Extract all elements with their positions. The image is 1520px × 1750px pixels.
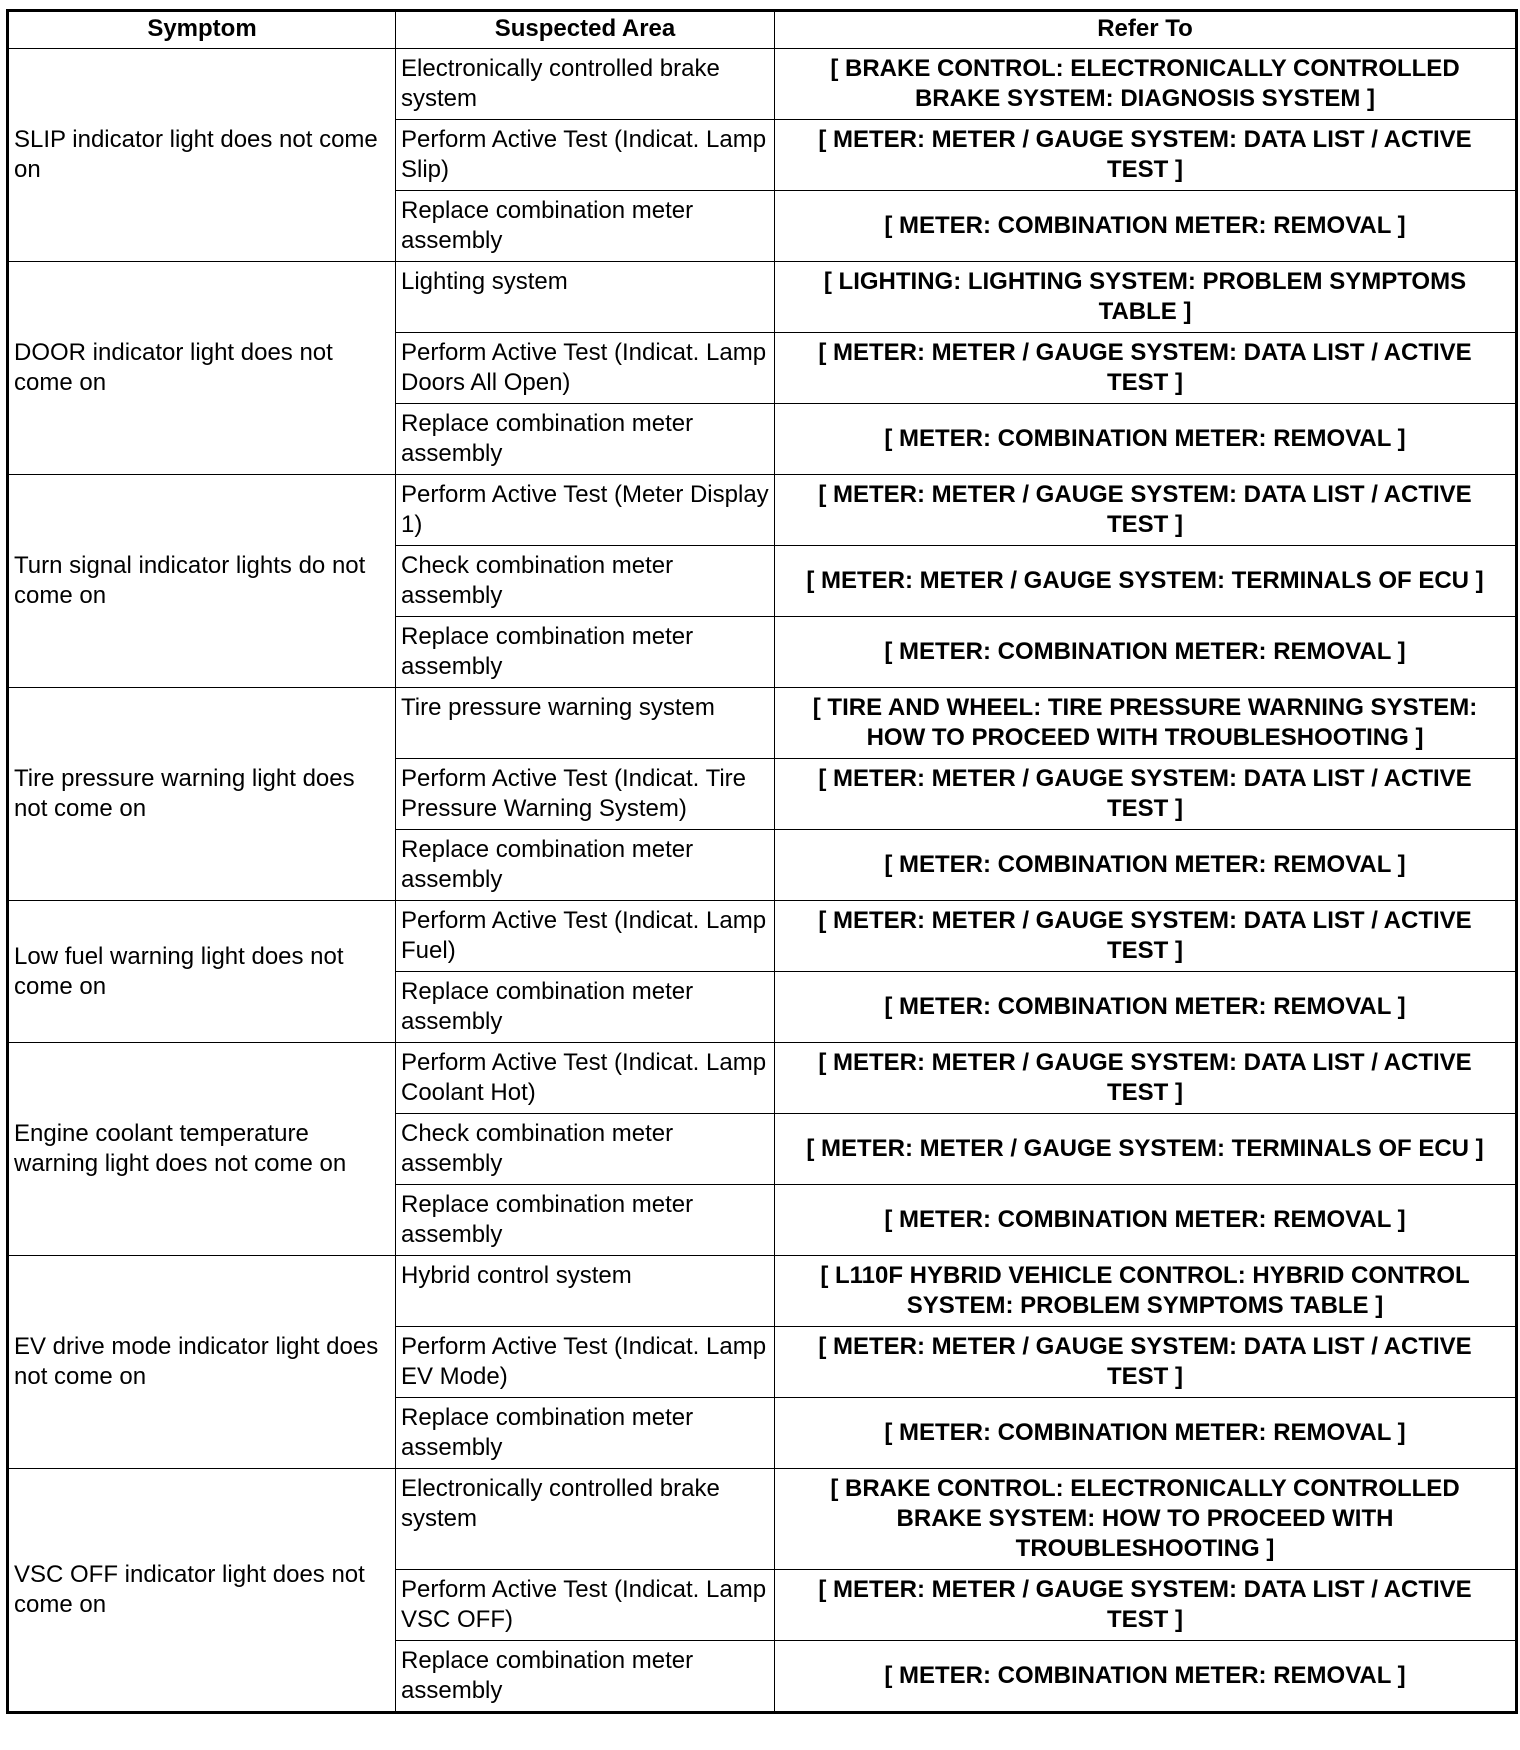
refer-to-link[interactable]: [ BRAKE CONTROL: ELECTRONICALLY CONTROLLED BRAKE SYSTEM: DIAGNOSIS SYSTEM ]: [775, 49, 1517, 120]
refer-to-link[interactable]: [ METER: COMBINATION METER: REMOVAL ]: [775, 404, 1517, 475]
suspected-area-cell: Perform Active Test (Indicat. Lamp Coolant Hot): [396, 1043, 775, 1114]
suspected-area-cell: Replace combination meter assembly: [396, 617, 775, 688]
refer-to-link[interactable]: [ METER: COMBINATION METER: REMOVAL ]: [775, 1641, 1517, 1713]
refer-to-link[interactable]: [ METER: METER / GAUGE SYSTEM: DATA LIST / ACTIVE TEST ]: [775, 120, 1517, 191]
suspected-area-cell: Replace combination meter assembly: [396, 191, 775, 262]
suspected-area-cell: Replace combination meter assembly: [396, 1185, 775, 1256]
suspected-area-cell: Perform Active Test (Indicat. Lamp VSC OFF): [396, 1570, 775, 1641]
symptom-cell: Engine coolant temperature warning light does not come on: [8, 1043, 396, 1256]
refer-to-link[interactable]: [ LIGHTING: LIGHTING SYSTEM: PROBLEM SYMPTOMS TABLE ]: [775, 262, 1517, 333]
suspected-area-cell: Perform Active Test (Meter Display 1): [396, 475, 775, 546]
header-row: [8, 11, 1517, 49]
suspected-area-cell: Replace combination meter assembly: [396, 830, 775, 901]
problem-symptoms-table: [6, 9, 1518, 1714]
refer-to-link[interactable]: [ METER: METER / GAUGE SYSTEM: DATA LIST / ACTIVE TEST ]: [775, 333, 1517, 404]
refer-to-link[interactable]: [ L110F HYBRID VEHICLE CONTROL: HYBRID CONTROL SYSTEM: PROBLEM SYMPTOMS TABLE ]: [775, 1256, 1517, 1327]
refer-to-link[interactable]: [ METER: METER / GAUGE SYSTEM: DATA LIST / ACTIVE TEST ]: [775, 759, 1517, 830]
header-refer-to: Refer To: [775, 11, 1517, 49]
suspected-area-cell: Perform Active Test (Indicat. Lamp Slip): [396, 120, 775, 191]
suspected-area-cell: Tire pressure warning system: [396, 688, 775, 759]
refer-to-link[interactable]: [ METER: COMBINATION METER: REMOVAL ]: [775, 972, 1517, 1043]
suspected-area-cell: Perform Active Test (Indicat. Lamp EV Mode): [396, 1327, 775, 1398]
table-row: [8, 1469, 1517, 1570]
refer-to-link[interactable]: [ TIRE AND WHEEL: TIRE PRESSURE WARNING SYSTEM: HOW TO PROCEED WITH TROUBLESHOOTING ]: [775, 688, 1517, 759]
refer-to-link[interactable]: [ METER: COMBINATION METER: REMOVAL ]: [775, 1398, 1517, 1469]
refer-to-link[interactable]: [ METER: METER / GAUGE SYSTEM: DATA LIST / ACTIVE TEST ]: [775, 1570, 1517, 1641]
suspected-area-cell: Perform Active Test (Indicat. Tire Pressure Warning System): [396, 759, 775, 830]
header-symptom: Symptom: [8, 11, 396, 49]
suspected-area-cell: Check combination meter assembly: [396, 546, 775, 617]
symptom-cell: EV drive mode indicator light does not come on: [8, 1256, 396, 1469]
symptom-cell: Turn signal indicator lights do not come on: [8, 475, 396, 688]
suspected-area-cell: Electronically controlled brake system: [396, 49, 775, 120]
header-suspected-area: Suspected Area: [396, 11, 775, 49]
refer-to-link[interactable]: [ METER: METER / GAUGE SYSTEM: DATA LIST / ACTIVE TEST ]: [775, 1043, 1517, 1114]
suspected-area-cell: Replace combination meter assembly: [396, 404, 775, 475]
suspected-area-cell: Replace combination meter assembly: [396, 1398, 775, 1469]
symptom-cell: DOOR indicator light does not come on: [8, 262, 396, 475]
refer-to-link[interactable]: [ METER: METER / GAUGE SYSTEM: TERMINALS OF ECU ]: [775, 546, 1517, 617]
table-row: [8, 688, 1517, 759]
suspected-area-cell: Electronically controlled brake system: [396, 1469, 775, 1570]
suspected-area-cell: Check combination meter assembly: [396, 1114, 775, 1185]
table-row: [8, 1043, 1517, 1114]
refer-to-link[interactable]: [ METER: METER / GAUGE SYSTEM: TERMINALS OF ECU ]: [775, 1114, 1517, 1185]
table-row: [8, 901, 1517, 972]
refer-to-link[interactable]: [ METER: COMBINATION METER: REMOVAL ]: [775, 1185, 1517, 1256]
suspected-area-cell: Replace combination meter assembly: [396, 1641, 775, 1713]
symptom-cell: Tire pressure warning light does not come on: [8, 688, 396, 901]
table-row: [8, 49, 1517, 120]
table-row: [8, 262, 1517, 333]
table-row: [8, 1256, 1517, 1327]
refer-to-link[interactable]: [ BRAKE CONTROL: ELECTRONICALLY CONTROLLED BRAKE SYSTEM: HOW TO PROCEED WITH TROUBLESHOOTING ]: [775, 1469, 1517, 1570]
suspected-area-cell: Hybrid control system: [396, 1256, 775, 1327]
refer-to-link[interactable]: [ METER: COMBINATION METER: REMOVAL ]: [775, 191, 1517, 262]
suspected-area-cell: Lighting system: [396, 262, 775, 333]
table-row: [8, 475, 1517, 546]
suspected-area-cell: Perform Active Test (Indicat. Lamp Fuel): [396, 901, 775, 972]
symptom-cell: Low fuel warning light does not come on: [8, 901, 396, 1043]
suspected-area-cell: Replace combination meter assembly: [396, 972, 775, 1043]
refer-to-link[interactable]: [ METER: METER / GAUGE SYSTEM: DATA LIST / ACTIVE TEST ]: [775, 475, 1517, 546]
symptom-cell: VSC OFF indicator light does not come on: [8, 1469, 396, 1713]
symptom-cell: SLIP indicator light does not come on: [8, 49, 396, 262]
refer-to-link[interactable]: [ METER: METER / GAUGE SYSTEM: DATA LIST / ACTIVE TEST ]: [775, 1327, 1517, 1398]
suspected-area-cell: Perform Active Test (Indicat. Lamp Doors All Open): [396, 333, 775, 404]
problem-symptoms-table-container: [6, 9, 1518, 1714]
refer-to-link[interactable]: [ METER: METER / GAUGE SYSTEM: DATA LIST / ACTIVE TEST ]: [775, 901, 1517, 972]
refer-to-link[interactable]: [ METER: COMBINATION METER: REMOVAL ]: [775, 617, 1517, 688]
refer-to-link[interactable]: [ METER: COMBINATION METER: REMOVAL ]: [775, 830, 1517, 901]
